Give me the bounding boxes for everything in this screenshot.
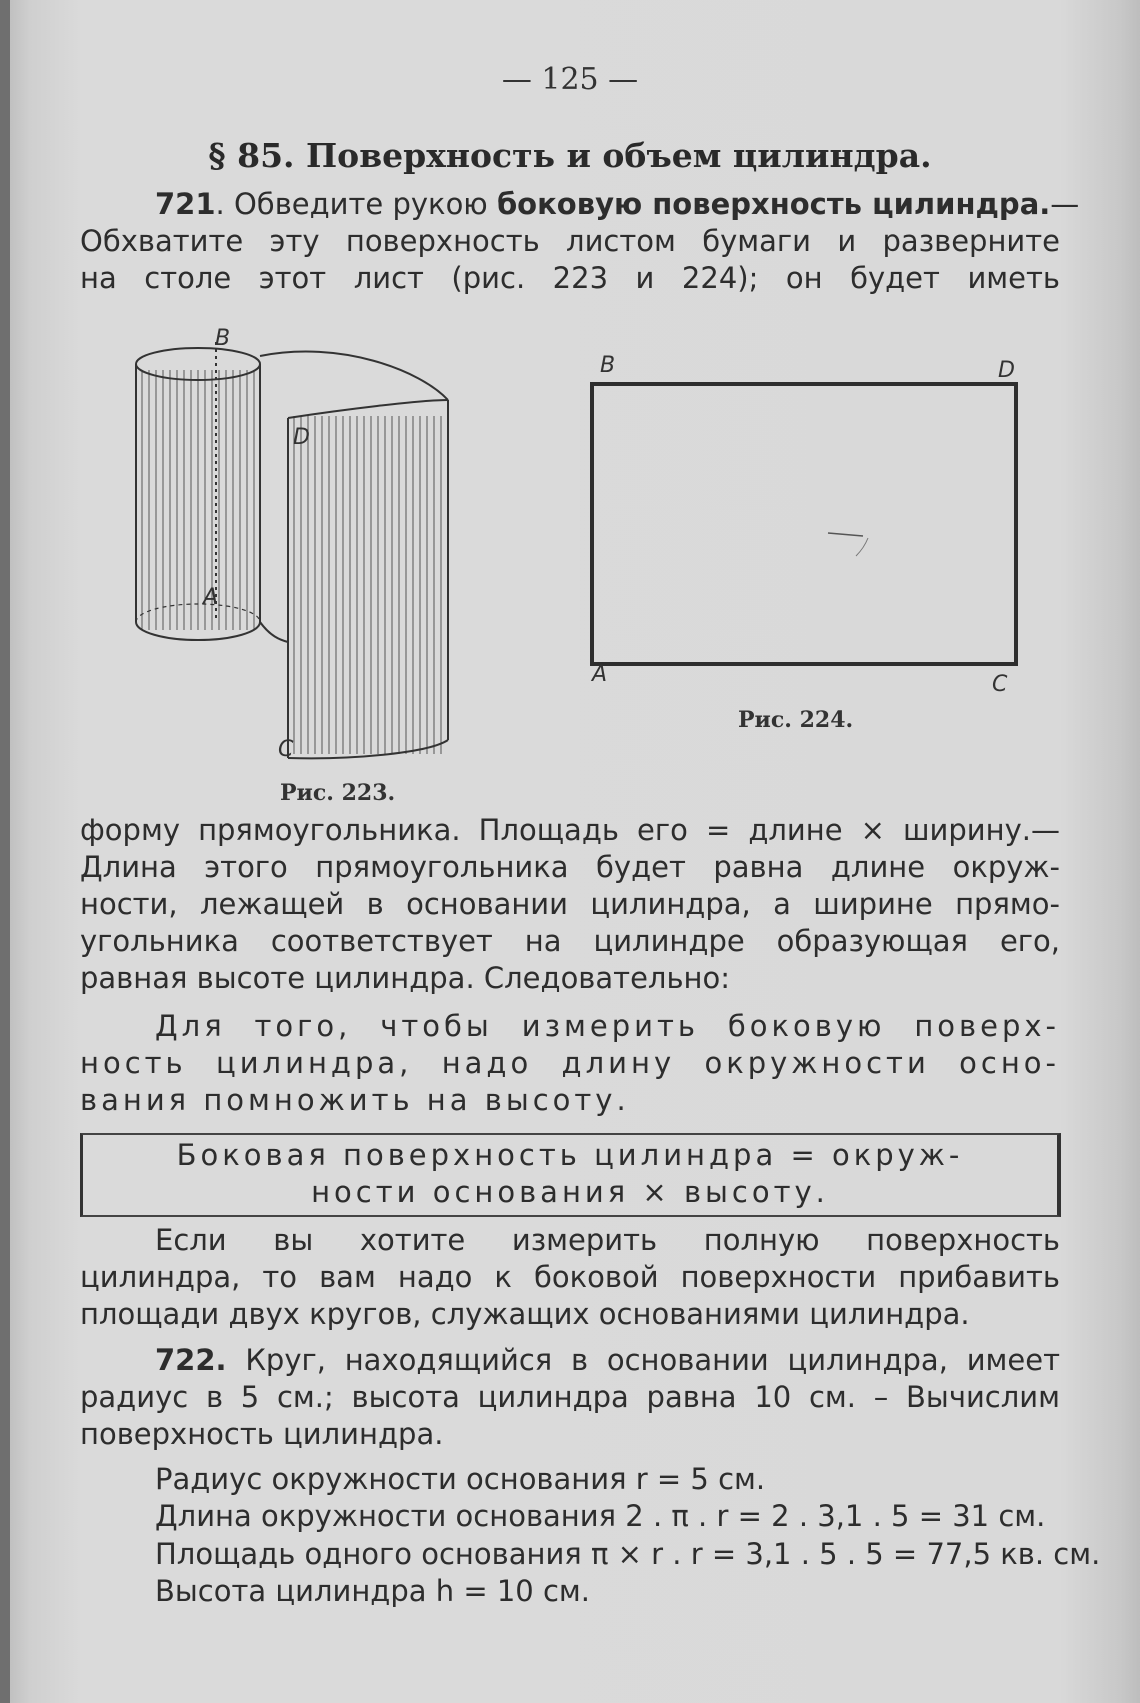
figure-223-caption: Рис. 223. (280, 780, 396, 806)
boxed-formula-line-2: ности основания × высоту. (311, 1175, 829, 1209)
explanation-line-2: Длина этого прямоугольника будет равна длине окруж- (80, 850, 1060, 884)
fig223-label-d: D (293, 425, 310, 450)
rule-statement-line-1: Для того, чтобы измерить боковую поверх- (155, 1009, 1060, 1043)
formula-base-area: Площадь одного основания π × r . r = 3,1 . 5 . 5 = 77,5 кв. см. (155, 1537, 1101, 1571)
fig223-label-c: C (278, 737, 294, 762)
rule-statement-line-3: вания помножить на высоту. (80, 1083, 630, 1117)
problem-722-line-2: радиус в 5 см.; высота цилиндра равна 10 см. – Вычислим (80, 1380, 1060, 1414)
text-span: Круг, находящийся в основании цилиндра, имеет (226, 1343, 1060, 1377)
page-binding-edge (0, 0, 10, 1703)
explanation-line-3: ности, лежащей в основании цилиндра, а ширине прямо- (80, 887, 1060, 921)
bold-term: боковую поверхность цилиндра. (496, 187, 1051, 221)
fig223-label-b: B (215, 326, 231, 351)
problem-number: 721 (155, 187, 216, 221)
section-heading: § 85. Поверхность и объем цилиндра. (208, 136, 932, 175)
explanation-line-5: равная высоте цилиндра. Следовательно: (80, 961, 731, 995)
text-span: — (1050, 187, 1080, 221)
text-span: . Обведите рукою (215, 187, 497, 221)
problem-722-line-1 (80, 1342, 1060, 1379)
formula-height: Высота цилиндра h = 10 см. (155, 1574, 591, 1608)
full-surface-line-3: площади двух кругов, служащих основаниями цилиндра. (80, 1297, 970, 1331)
explanation-line-4: угольника соответствует на цилиндре образующая его, (80, 924, 1060, 958)
figure-223-cylinder (120, 320, 480, 780)
problem-721-line-3: на столе этот лист (рис. 223 и 224); он будет иметь (80, 261, 1060, 295)
problem-721-intro (80, 186, 1080, 297)
fig223-label-a: A (203, 585, 219, 610)
figure-224-caption: Рис. 224. (738, 707, 854, 733)
full-surface-line-1: Если вы хотите измерить полную поверхность (155, 1223, 1060, 1257)
fig224-label-c: C (992, 672, 1008, 697)
fig224-label-b: B (600, 353, 616, 378)
full-surface-paragraph (80, 1222, 1060, 1333)
rule-statement-paragraph (80, 1008, 1060, 1119)
explanation-paragraph (80, 812, 1060, 997)
full-surface-line-2: цилиндра, то вам надо к боковой поверхности прибавить (80, 1260, 1060, 1294)
figure-224-rectangle (588, 378, 1028, 668)
problem-number: 722. (155, 1343, 227, 1377)
rule-statement-line-2: ность цилиндра, надо длину окружности осно- (80, 1046, 1060, 1080)
explanation-line-1: форму прямоугольника. Площадь его = длине × ширину.— (80, 813, 1060, 847)
fig224-label-d: D (998, 358, 1015, 383)
boxed-formula (80, 1133, 1061, 1217)
problem-722 (80, 1342, 1060, 1453)
problem-722-line-3: поверхность цилиндра. (80, 1417, 444, 1451)
problem-721-line-2: Обхватите эту поверхность листом бумаги и разверните (80, 224, 1060, 258)
fig224-label-a: A (592, 662, 608, 687)
problem-721-line-1 (80, 186, 1080, 223)
boxed-formula-line-1: Боковая поверхность цилиндра = окруж- (176, 1138, 964, 1172)
page-number: — 125 — (501, 62, 639, 97)
formula-radius: Радиус окружности основания r = 5 см. (155, 1462, 766, 1496)
formula-circumference: Длина окружности основания 2 . π . r = 2 . 3,1 . 5 = 31 см. (155, 1499, 1046, 1533)
